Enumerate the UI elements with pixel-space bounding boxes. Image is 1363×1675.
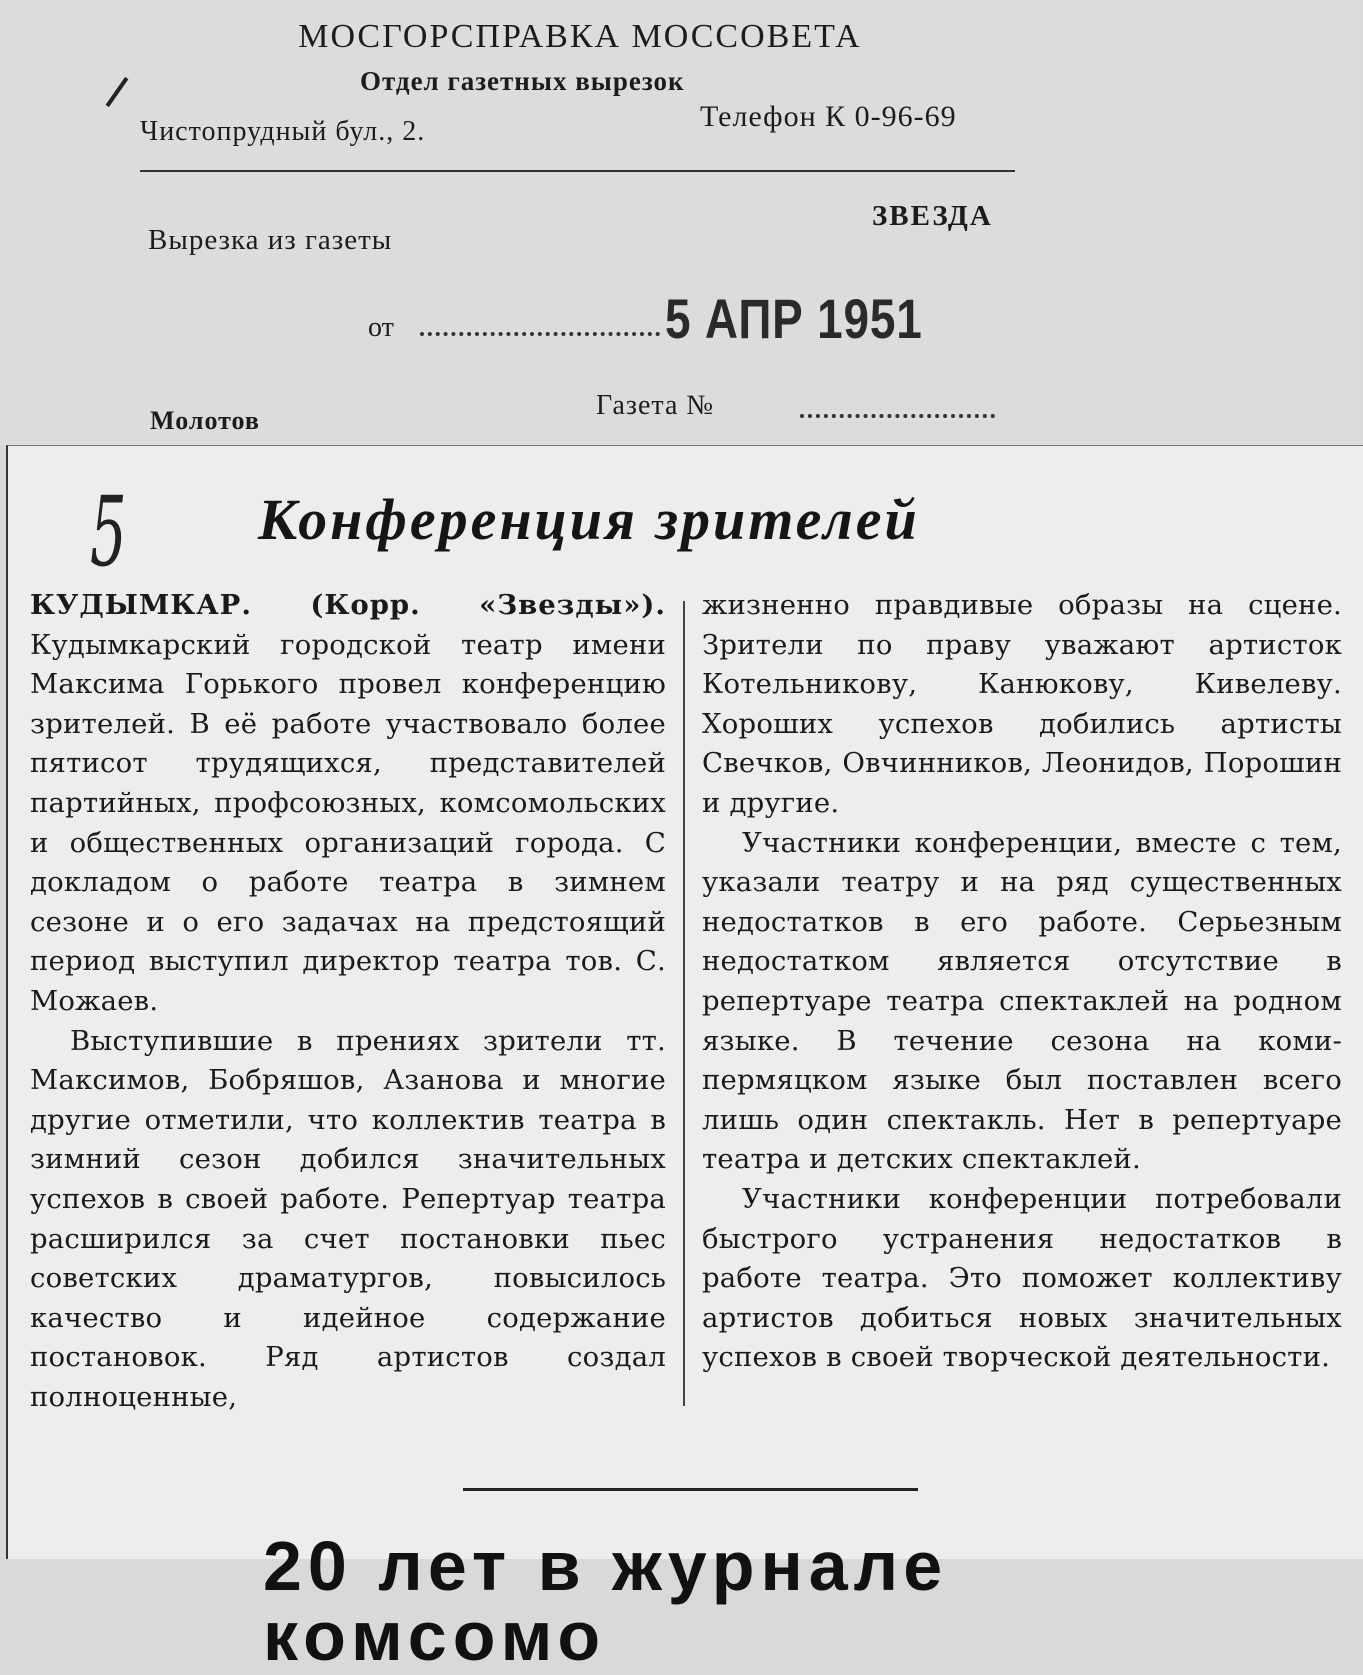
column-divider: [683, 601, 685, 1406]
department-label: Отдел газетных вырезок: [360, 66, 685, 96]
clipping-office-card: [0, 0, 1361, 445]
paragraph-text: Кудымкарский городской театр имени Максима Горького провел конференцию зрителей. В её работе участвовало более пятисот трудящихся, представителей партийных, профсоюзных, комсомольских и общественных организаций города. С докладом о работе театра в зимнем сезоне и о его задачах на предстоящий период выступил директор театра тов. С. Можаев.: [30, 628, 666, 1017]
paragraph: [30, 586, 666, 1022]
next-article-headline-text: 20 лет в журнале комсомо: [263, 1527, 949, 1675]
date-from-label: от: [368, 312, 394, 343]
article-title: Конференция зрителей: [258, 487, 920, 552]
city-label: Молотов: [150, 406, 260, 435]
handwritten-number: 5: [90, 476, 127, 588]
gazeta-number-dotted-line: [800, 396, 995, 418]
address-text: Чистопрудный бул., 2.: [140, 116, 426, 147]
newspaper-name: ЗВЕЗДА: [872, 200, 993, 232]
paragraph: Участники конференции, вместе с тем, указали театру и на ряд существенных недостатков в его работе. Серьезным недостатком является отсутствие в репертуаре театра спектаклей на родном языке. В течение сезона на коми-пермяцком языке был поставлен всего лишь один спектакль. Нет в репертуаре театра и детских спектаклей.: [702, 826, 1342, 1176]
date-dotted-line: [420, 304, 660, 336]
pencil-mark: [106, 77, 129, 107]
next-article-headline: [263, 1527, 1213, 1675]
gazeta-number-label: Газета №: [596, 390, 715, 421]
clipping-label: Вырезка из газеты: [148, 224, 393, 256]
article-column-right: [702, 586, 1342, 1378]
date-stamp: 5 АПР 1951: [665, 287, 923, 350]
paragraph: Участники конференции потребовали быстрого устранения недостатков в работе театра. Это поможет коллективу артистов добиться новых значительных успехов в своей творческой деятельности.: [702, 1182, 1342, 1374]
article-end-rule: [463, 1488, 918, 1491]
dateline: КУДЫМКАР. (Корр. «Звезды»).: [30, 589, 666, 621]
header-divider: [140, 170, 1015, 172]
phone-text: Телефон К 0-96-69: [700, 100, 957, 133]
newspaper-clipping: [6, 445, 1363, 1675]
paragraph: Выступившие в прениях зрители тт. Максимов, Бобряшов, Азанова и многие другие отметили, что коллектив театра в зимний сезон добился значительных успехов в своей работе. Репертуар театра расширился за счет постановки пьес советских драматургов, повысилось качество и идейное содержание постановок. Ряд артистов создал полноценные,: [30, 1024, 666, 1413]
paragraph: жизненно правдивые образы на сцене. Зрители по праву уважают артисток Котельникову, Канюкову, Кивелеву. Хороших успехов добились артисты Свечков, Овчинников, Леонидов, Порошин и другие.: [702, 589, 1342, 819]
article-column-left: [30, 586, 666, 1417]
organization-title: МОСГОРСПРАВКА МОССОВЕТА: [298, 18, 862, 55]
